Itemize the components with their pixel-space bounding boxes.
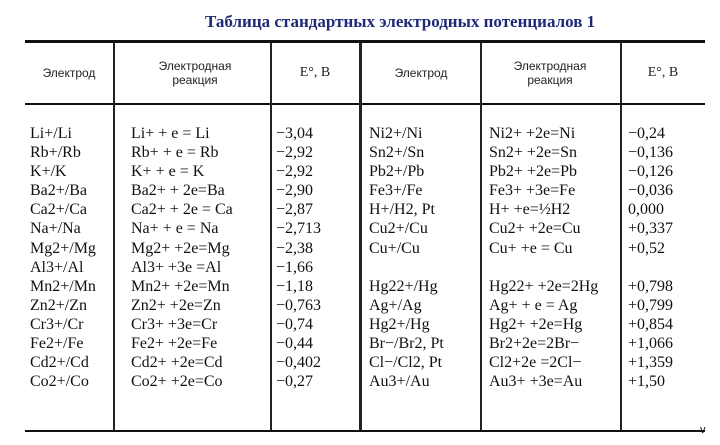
reaction-cell: Ag+ + e = Ag: [489, 296, 578, 314]
electrode-cell: Na+/Na: [30, 220, 81, 238]
reaction-cell: Zn2+ +2e=Zn: [131, 296, 221, 314]
footer-mark: v: [700, 424, 706, 436]
reaction-cell: Ba2+ + 2e=Ba: [131, 182, 225, 200]
potential-cell: −0,036: [628, 182, 674, 200]
potential-cell: +0,854: [628, 315, 674, 333]
table-row: [0, 124, 720, 143]
potential-cell: −1,18: [276, 277, 314, 295]
reaction-cell: Cu2+ +2e=Cu: [489, 220, 581, 238]
electrode-cell: Ni2+/Ni: [369, 125, 423, 142]
reaction-cell: Ni2+ +2e=Ni: [489, 125, 576, 142]
electrode-cell: Al3+/Al: [30, 258, 84, 276]
potential-cell: −2,87: [276, 201, 314, 219]
electrode-cell: Cd2+/Cd: [30, 354, 89, 372]
potential-cell: +0,337: [628, 220, 674, 238]
potential-cell: −0,27: [276, 373, 314, 391]
electrode-cell: Au3+/Au: [369, 373, 430, 391]
header-reaction: Электродная реакция: [513, 59, 587, 87]
reaction-cell: H+ +e=½H2: [489, 201, 571, 219]
potential-cell: −0,126: [628, 163, 674, 181]
electrode-cell: Ba2+/Ba: [30, 182, 88, 200]
table-body: [0, 124, 720, 391]
reaction-cell: Cr3+ +3e=Cr: [131, 315, 218, 333]
table-row: [0, 219, 720, 238]
reaction-cell: Br2+2e=2Br−: [489, 335, 580, 353]
electrode-cell: Cu2+/Cu: [369, 220, 428, 238]
electrode-cell: Fe2+/Fe: [30, 335, 84, 353]
electrode-cell: Li+/Li: [30, 125, 72, 142]
header-electrode: Электрод: [42, 66, 96, 80]
table-row: [0, 334, 720, 353]
potential-cell: −0,136: [628, 144, 674, 162]
potential-cell: −2,92: [276, 144, 314, 162]
electrode-cell: H+/H2, Pt: [369, 201, 435, 219]
potential-cell: +0,52: [628, 239, 666, 257]
potential-cell: −3,04: [276, 125, 314, 142]
electrode-cell: Mg2+/Mg: [30, 239, 96, 257]
reaction-cell: Rb+ + e = Rb: [131, 144, 219, 162]
table-row: [0, 143, 720, 162]
potential-cell: −0,24: [628, 125, 666, 142]
reaction-cell: Pb2+ +2e=Pb: [489, 163, 577, 181]
reaction-cell: Li+ + e = Li: [131, 125, 210, 142]
electrode-cell: Sn2+/Sn: [369, 144, 425, 162]
electrode-cell: Cr3+/Cr: [30, 315, 84, 333]
potential-cell: +0,798: [628, 277, 674, 295]
reaction-cell: Mg2+ +2e=Mg: [131, 239, 230, 257]
table-row: [0, 372, 720, 391]
header-reaction: Электродная реакция: [158, 59, 232, 87]
electrode-cell: Br−/Br2, Pt: [369, 335, 444, 353]
reaction-cell: Mn2+ +2e=Mn: [131, 277, 230, 295]
header-potential: E°, В: [647, 65, 679, 80]
potential-cell: −2,92: [276, 163, 314, 181]
reaction-cell: Al3+ +3e =Al: [131, 258, 222, 276]
reaction-cell: Co2+ +2e=Co: [131, 373, 223, 391]
reaction-cell: Ca2+ + 2e = Ca: [131, 201, 233, 219]
electrode-cell: Pb2+/Pb: [369, 163, 425, 181]
header-electrode: Электрод: [394, 66, 448, 80]
potential-cell: 0,000: [628, 201, 664, 219]
reaction-cell: Fe3+ +3e=Fe: [489, 182, 576, 200]
potential-cell: +1,066: [628, 335, 674, 353]
table-row: [0, 239, 720, 258]
table-row: [0, 162, 720, 181]
reaction-cell: Hg2+ +2e=Hg: [489, 315, 583, 333]
electrode-cell: Ag+/Ag: [369, 296, 422, 314]
electrode-cell: Cl−/Cl2, Pt: [369, 354, 443, 372]
reaction-cell: Cl2+2e =2Cl−: [489, 354, 582, 372]
potential-cell: −2,713: [276, 220, 322, 238]
electrode-cell: Hg2+/Hg: [369, 315, 430, 333]
potential-cell: −0,74: [276, 315, 314, 333]
table-row: [0, 296, 720, 315]
electrode-cell: Fe3+/Fe: [369, 182, 423, 200]
potential-cell: −1,66: [276, 258, 314, 276]
reaction-cell: Au3+ +3e=Au: [489, 373, 583, 391]
electrode-cell: K+/K: [30, 163, 67, 181]
potential-cell: −0,402: [276, 354, 322, 372]
reaction-cell: Cd2+ +2e=Cd: [131, 354, 223, 372]
page-title: Таблица стандартных электродных потенциалов 1: [205, 12, 596, 31]
table-row: [0, 200, 720, 219]
electrode-cell: Co2+/Co: [30, 373, 89, 391]
electrode-cell: Hg22+/Hg: [369, 277, 438, 295]
table-bottom-rule: [25, 430, 705, 432]
table-row: [0, 277, 720, 296]
potential-cell: +1,359: [628, 354, 674, 372]
potential-cell: +0,799: [628, 296, 674, 314]
potential-cell: −0,763: [276, 296, 322, 314]
potential-cell: −2,90: [276, 182, 314, 200]
table-row: [0, 258, 720, 277]
electrode-cell: Rb+/Rb: [30, 144, 81, 162]
reaction-cell: K+ + e = K: [131, 163, 205, 181]
reaction-cell: Hg22+ +2e=2Hg: [489, 277, 599, 295]
table-row: [0, 315, 720, 334]
electrode-cell: Cu+/Cu: [369, 239, 420, 257]
reaction-cell: Fe2+ +2e=Fe: [131, 335, 218, 353]
reaction-cell: Cu+ +e = Cu: [489, 239, 573, 257]
header-potential: E°, В: [299, 65, 331, 80]
electrode-cell: Ca2+/Ca: [30, 201, 88, 219]
potential-cell: −0,44: [276, 335, 314, 353]
table-row: [0, 353, 720, 372]
potential-cell: −2,38: [276, 239, 314, 257]
potential-cell: +1,50: [628, 373, 666, 391]
table-row: [0, 181, 720, 200]
reaction-cell: Na+ + e = Na: [131, 220, 219, 238]
header-rule: [25, 103, 705, 105]
reaction-cell: Sn2+ +2e=Sn: [489, 144, 577, 162]
electrode-cell: Zn2+/Zn: [30, 296, 88, 314]
electrode-cell: Mn2+/Mn: [30, 277, 96, 295]
